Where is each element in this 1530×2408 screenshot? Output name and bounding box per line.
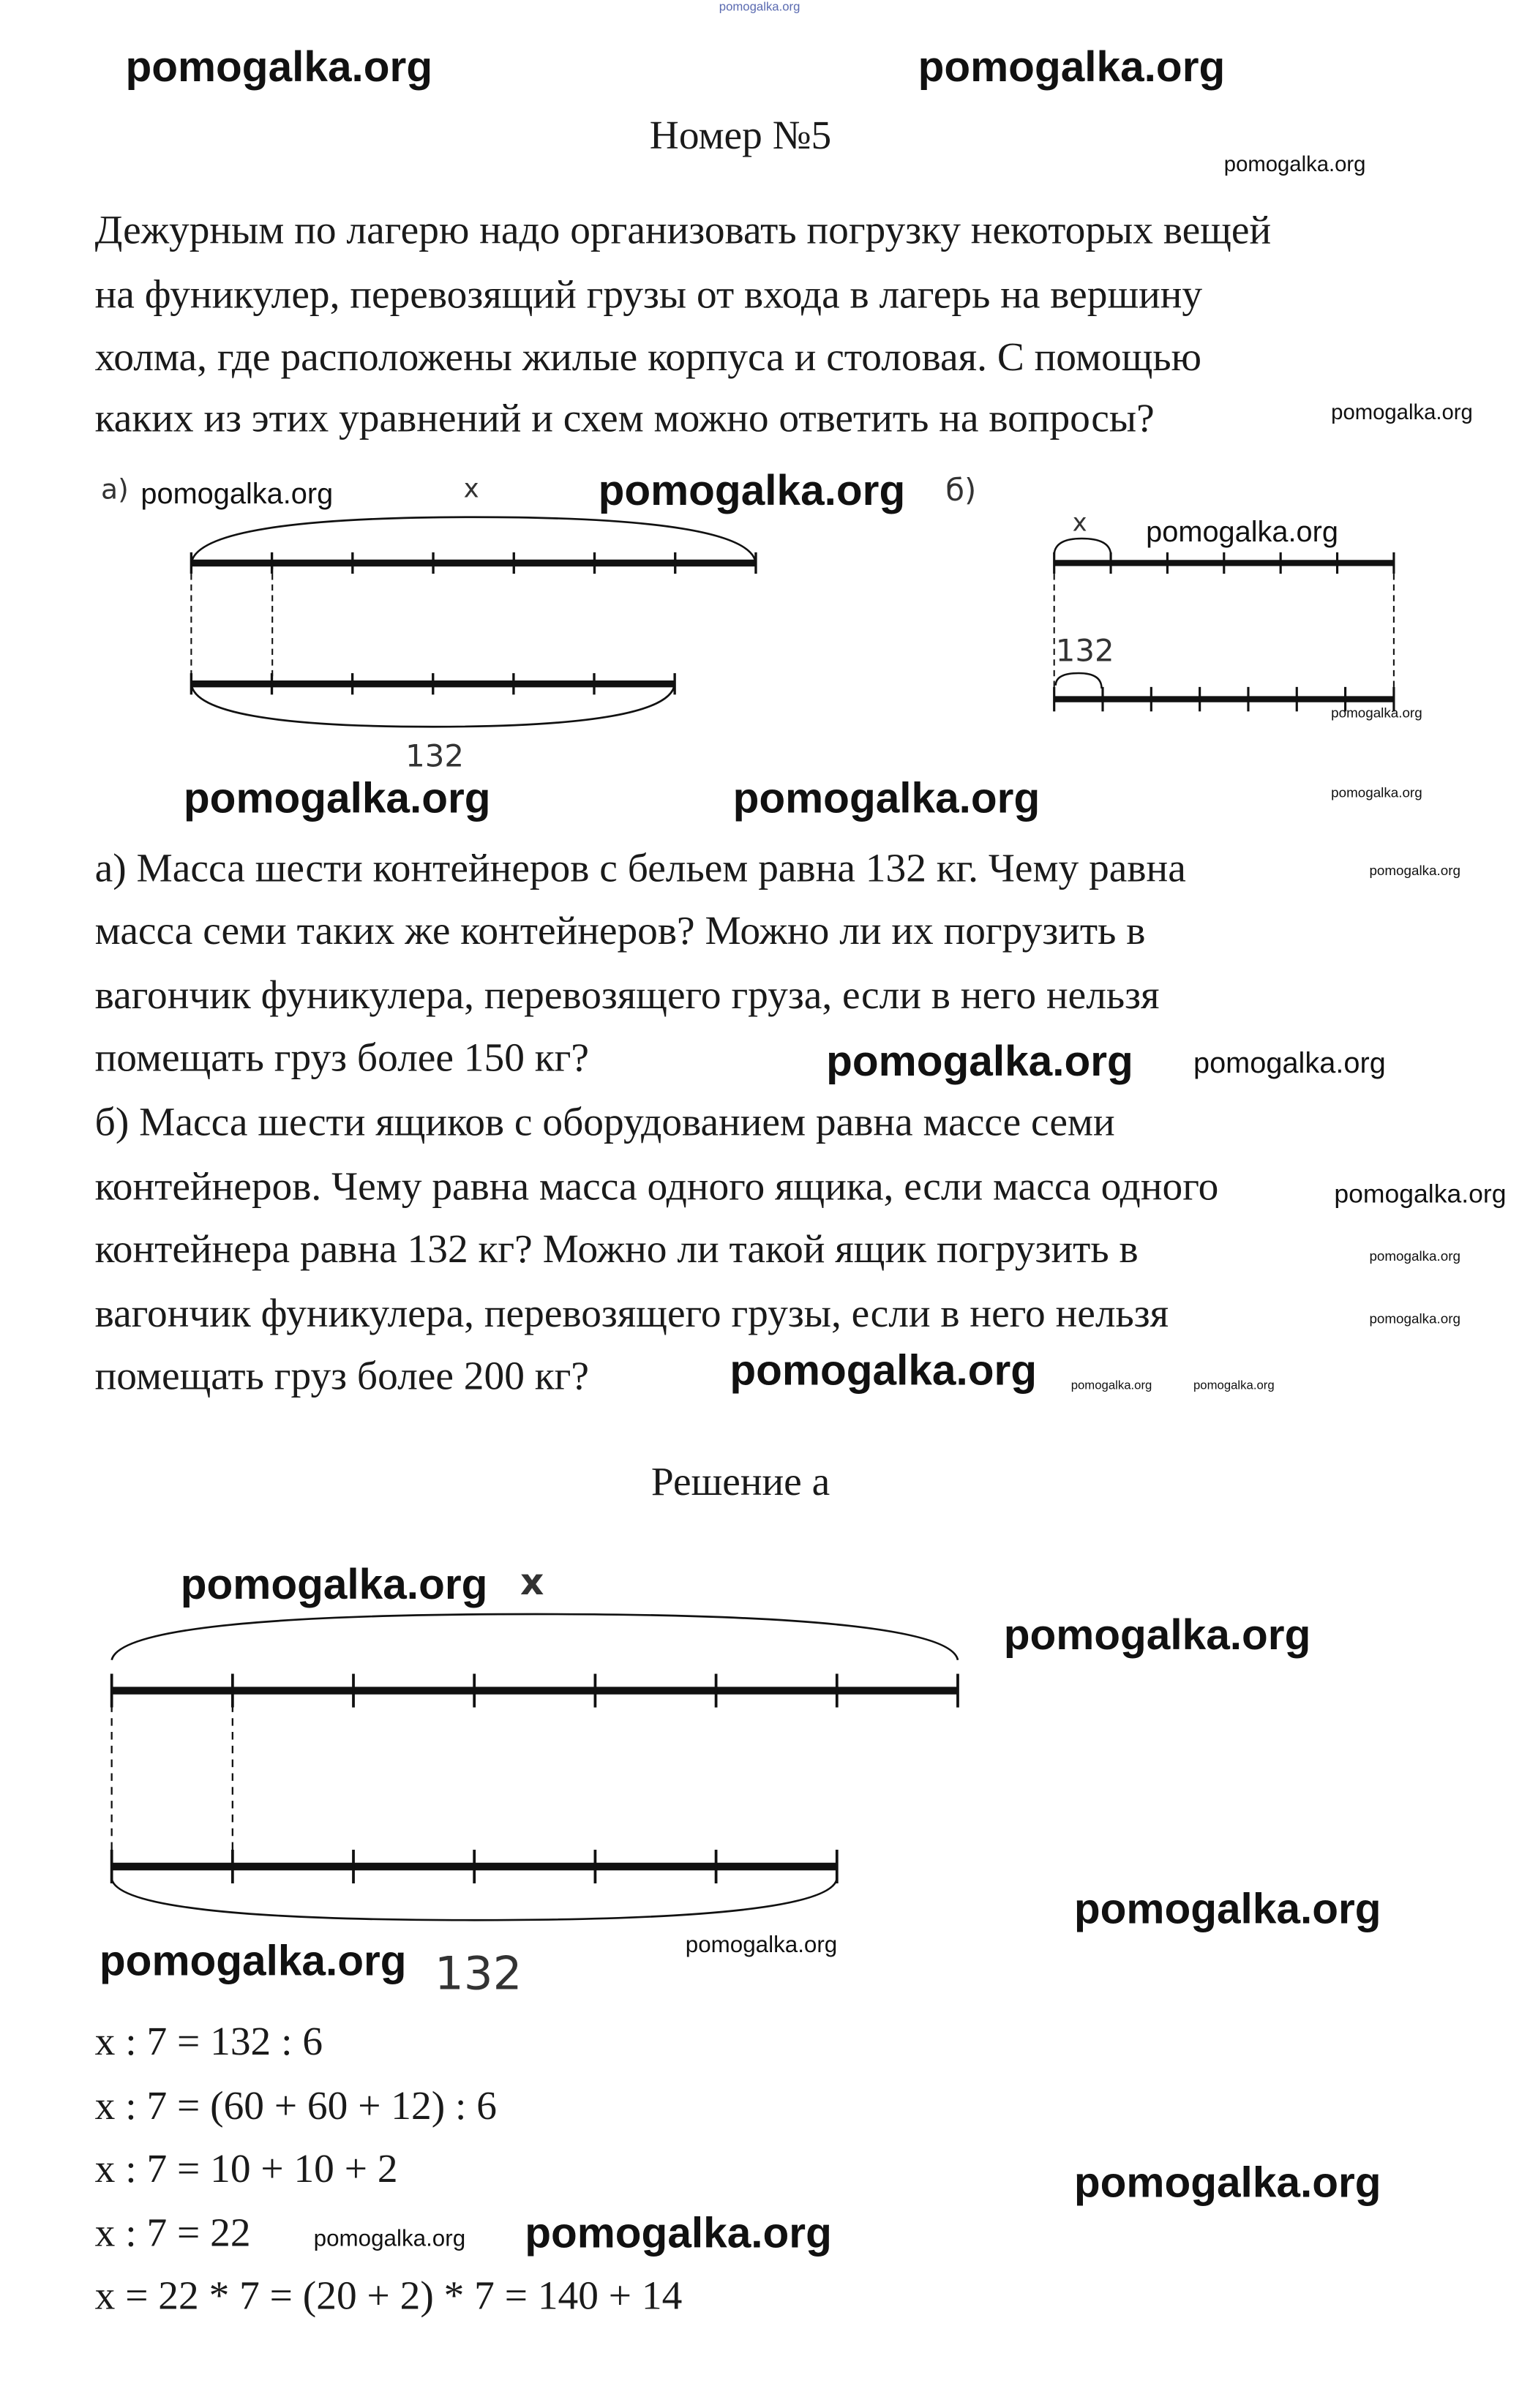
watermark: pomogalka.org: [1193, 1378, 1275, 1392]
watermark: pomogalka.org: [125, 42, 433, 91]
problem-b-line: контейнеров. Чему равна масса одного ящика, если масса одного: [94, 1163, 1219, 1209]
diagram-b-label: б): [945, 471, 977, 509]
diagram-b-132-label: 132: [1055, 631, 1114, 669]
watermark: pomogalka.org: [1070, 1378, 1152, 1392]
watermark: pomogalka.org: [1331, 705, 1422, 721]
watermark: pomogalka.org: [685, 1932, 838, 1959]
equation-line: x : 7 = 22: [94, 2209, 251, 2256]
solution-x-label: x: [520, 1560, 544, 1604]
page-title: Номер №5: [649, 111, 832, 158]
problem-b-line: контейнера равна 132 кг? Можно ли такой ящик погрузить в: [94, 1225, 1139, 1272]
solution-title: Решение а: [650, 1458, 830, 1504]
solution-132-label: 132: [434, 1947, 522, 2002]
diagram-b: [1054, 539, 1394, 711]
watermark: pomogalka.org: [1003, 1610, 1311, 1659]
watermark: pomogalka.org: [1331, 784, 1422, 800]
watermark: pomogalka.org: [140, 479, 334, 511]
intro-line: холма, где расположены жилые корпуса и столовая. С помощью: [94, 333, 1202, 380]
watermark: pomogalka.org: [1073, 1885, 1381, 1932]
equation-line: x : 7 = 132 : 6: [94, 2018, 323, 2064]
watermark: pomogalka.org: [1331, 399, 1473, 424]
problem-b-line: помещать груз более 200 кг?: [94, 1352, 590, 1399]
diagram-a-132-label: 132: [405, 737, 464, 775]
intro-line: Дежурным по лагерю надо организовать погрузку некоторых вещей: [94, 206, 1272, 253]
problem-a-line: помещать груз более 150 кг?: [94, 1034, 590, 1081]
watermark: pomogalka.org: [1146, 517, 1339, 550]
problem-a-line: а) Масса шести контейнеров с бельем равна 132 кг. Чему равна: [94, 844, 1186, 890]
watermark: pomogalka.org: [1334, 1179, 1507, 1209]
watermark: pomogalka.org: [719, 0, 800, 14]
watermark: pomogalka.org: [1369, 1310, 1460, 1327]
watermark: pomogalka.org: [1369, 863, 1460, 879]
watermark: pomogalka.org: [918, 42, 1226, 91]
watermark: pomogalka.org: [1073, 2158, 1381, 2207]
watermark: pomogalka.org: [180, 1560, 488, 1608]
problem-b-line: вагончик фуникулера, перевозящего грузы, если в него нельзя: [94, 1289, 1169, 1336]
intro-line: каких из этих уравнений и схем можно ответить на вопросы?: [94, 394, 1155, 441]
watermark: pomogalka.org: [1223, 151, 1366, 176]
diagram-a-x-label: x: [463, 474, 479, 506]
watermark: pomogalka.org: [525, 2209, 832, 2257]
diagram-a: [191, 517, 756, 727]
watermark: pomogalka.org: [826, 1037, 1133, 1085]
intro-line: на фуникулер, перевозящий грузы от входа в лагерь на вершину: [94, 271, 1203, 317]
diagram-a-label: а): [101, 474, 129, 507]
watermark: pomogalka.org: [598, 466, 906, 514]
diagram-b-x-label: x: [1072, 508, 1087, 537]
solution-diagram: [112, 1614, 958, 1920]
watermark: pomogalka.org: [1369, 1248, 1460, 1264]
problem-a-line: вагончик фуникулера, перевозящего груза, если в него нельзя: [94, 971, 1160, 1018]
watermark: pomogalka.org: [732, 774, 1040, 822]
watermark: pomogalka.org: [313, 2226, 466, 2252]
watermark: pomogalka.org: [730, 1346, 1038, 1394]
equation-line: x : 7 = 10 + 10 + 2: [94, 2145, 398, 2191]
watermark: pomogalka.org: [1193, 1048, 1386, 1081]
problem-a-line: масса семи таких же контейнеров? Можно ли их погрузить в: [94, 907, 1146, 953]
watermark: pomogalka.org: [183, 774, 491, 822]
equation-line: x : 7 = (60 + 60 + 12) : 6: [94, 2082, 497, 2128]
equation-line: x = 22 * 7 = (20 + 2) * 7 = 140 + 14: [94, 2272, 683, 2318]
problem-b-line: б) Масса шести ящиков с оборудованием равна массе семи: [94, 1098, 1115, 1145]
watermark: pomogalka.org: [99, 1937, 407, 1985]
